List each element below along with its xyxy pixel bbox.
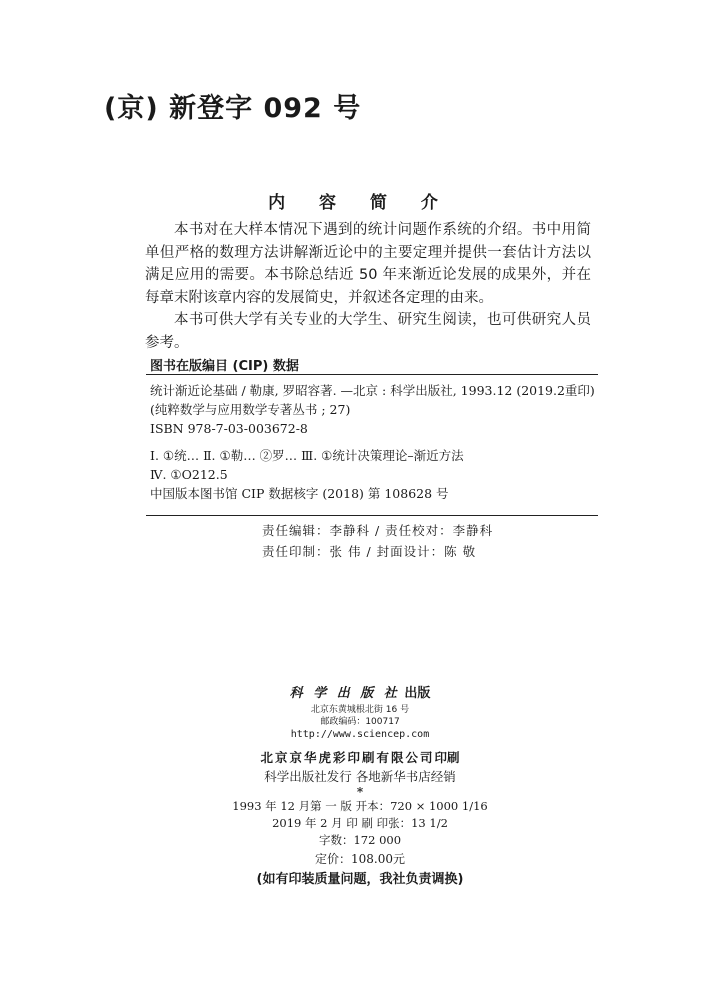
edition-line-2: 2019 年 2 月 印 刷 印张：13 1/2 <box>272 816 448 830</box>
publisher-address: 北京东黄城根北街 16 号 <box>310 705 410 715</box>
edition-line-1: 1993 年 12 月第 一 版 开本：720 × 1000 1/16 <box>232 799 488 813</box>
publisher-website: http://www.sciencep.com <box>290 729 430 740</box>
publisher-name: 科 学 出 版 社 <box>289 686 400 701</box>
cip-top-rule <box>146 374 598 375</box>
printer-name: 北京京华虎彩印刷有限公司 <box>260 750 435 765</box>
separator-star: * <box>356 785 364 799</box>
intro-paragraph-1: 本书对在大样本情况下遇到的统计问题作系统的介绍。书中用简单但严格的数理方法讲解渐近论中的主要定理并提供一套估计方法以满足应用的需要。本书除总结近 50 年来渐近论发展的成果外，并在每章末附该章内容的发展简史，并叙述各定理的由来。 <box>145 222 591 306</box>
intro-paragraph-2: 本书可供大学有关专业的大学生、研究生阅读，也可供研究人员参考。 <box>145 312 591 351</box>
intro-heading: 内 容 简 介 <box>268 193 452 213</box>
intro-section <box>145 219 591 354</box>
publisher-role: 出版 <box>404 686 431 701</box>
cip-classification-1: Ⅰ. ①统… Ⅱ. ①勒… ②罗… Ⅲ. ①统计决策理论–渐近方法 <box>150 448 464 463</box>
cip-verification: 中国版本图书馆 CIP 数据核字 (2018) 第 108628 号 <box>150 486 449 501</box>
cip-bottom-rule <box>146 515 598 516</box>
editor-credit: 责任编辑：李静科 / 责任校对：李静科 <box>262 523 494 538</box>
publication-info <box>0 683 720 890</box>
registration-number: (京) 新登字 092 号 <box>104 93 362 124</box>
printing-credit: 责任印制：张 伟 / 封面设计：陈 敬 <box>262 544 477 559</box>
staff-credits <box>262 520 493 562</box>
printer-role: 印刷 <box>434 750 460 765</box>
printer-line <box>0 747 720 768</box>
cip-series-line: (纯粹数学与应用数学专著丛书 ; 27) <box>150 402 351 417</box>
word-count: 字数：172 000 <box>318 833 402 847</box>
quality-notice: (如有印装质量问题，我社负责调换) <box>256 872 464 887</box>
cip-title-line: 统计渐近论基础 / 勒康, 罗昭容著. —北京 : 科学出版社, 1993.12 (2019.2重印) <box>150 383 595 398</box>
price: 定价：108.00元 <box>315 852 405 866</box>
cip-classification-2: Ⅳ. ①O212.5 <box>150 467 228 482</box>
publisher-postcode: 邮政编码：100717 <box>320 717 400 727</box>
cip-block <box>150 381 600 503</box>
distribution-line: 科学出版社发行 各地新华书店经销 <box>264 769 456 784</box>
cip-heading: 图书在版编目 (CIP) 数据 <box>150 359 299 374</box>
publisher-line <box>0 683 720 704</box>
cip-spacer <box>150 438 600 446</box>
cip-isbn: ISBN 978-7-03-003672-8 <box>150 421 308 436</box>
